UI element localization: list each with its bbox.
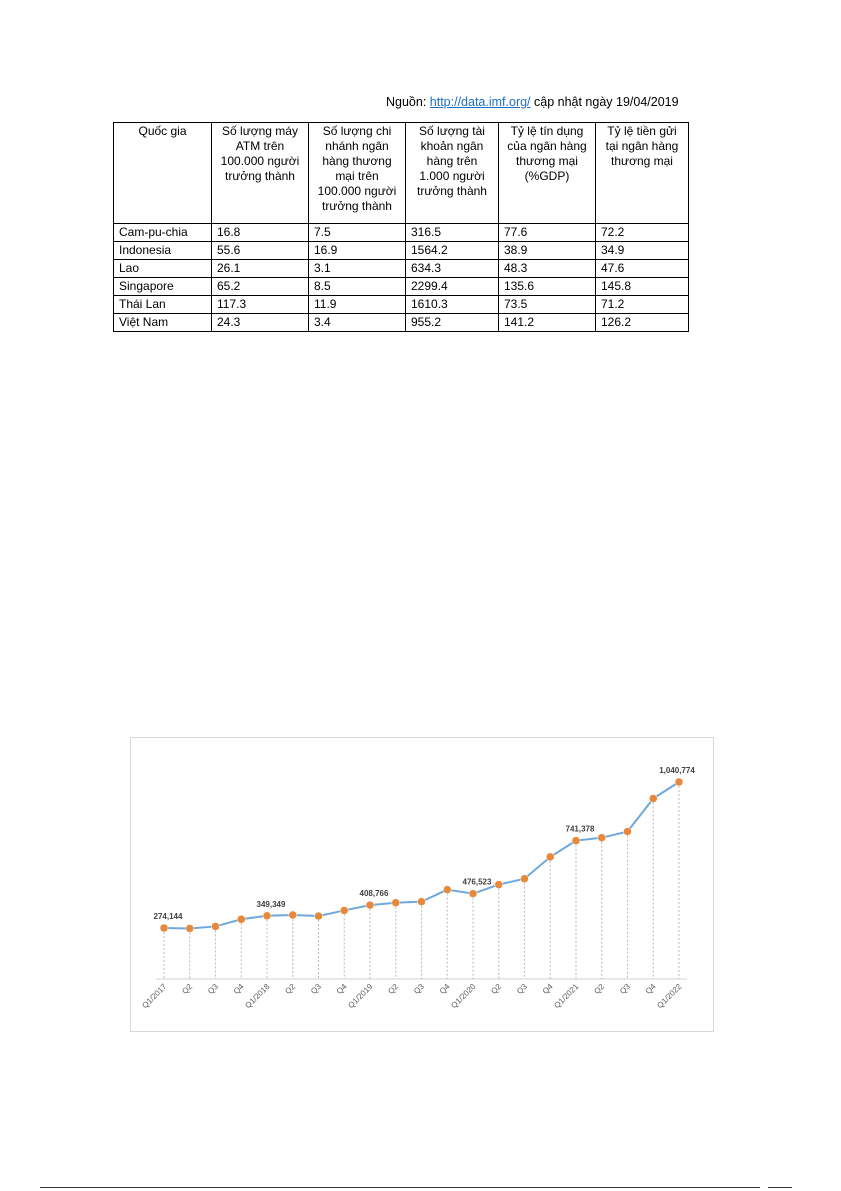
chart-svg [131,738,713,1031]
header-country: Quốc gia [114,123,212,224]
cell-accounts: 2299.4 [406,278,499,296]
cell-deposits: 71.2 [596,296,689,314]
cell-atm: 16.8 [212,224,309,242]
data-point [649,795,657,803]
cell-accounts: 316.5 [406,224,499,242]
data-point [366,901,374,909]
data-point [598,834,606,842]
cell-branches: 3.1 [309,260,406,278]
data-point [315,912,323,920]
cell-credit: 141.2 [499,314,596,332]
table-row [114,278,689,296]
source-prefix: Nguồn: [386,95,430,109]
cell-credit: 73.5 [499,296,596,314]
data-point [160,924,168,932]
data-point [289,911,297,919]
data-point [186,924,194,932]
data-point [418,898,426,906]
tick-label: Q2 [180,982,195,996]
tick-label: Q4 [643,982,658,996]
cell-accounts: 1564.2 [406,242,499,260]
data-point [340,906,348,914]
cell-atm: 65.2 [212,278,309,296]
table-row [114,224,689,242]
cell-branches: 7.5 [309,224,406,242]
tick-label: Q1/2017 [140,982,169,1011]
table-row [114,260,689,278]
cell-deposits: 34.9 [596,242,689,260]
cell-country: Thái Lan [114,296,212,314]
source-link[interactable]: http://data.imf.org/ [429,95,531,109]
cell-branches: 16.9 [309,242,406,260]
tick-label: Q3 [206,982,220,996]
tick-label: Q3 [515,982,529,996]
bank-stats-table [113,122,689,332]
cell-credit: 135.6 [499,278,596,296]
tick-label: Q4 [231,982,246,996]
data-label: 476,523 [462,877,492,887]
data-point [263,912,271,920]
cell-country: Singapore [114,278,212,296]
header-branches: Số lượng chi nhánh ngân hàng thương mại trên 100.000 người trưởng thành [309,123,406,224]
cell-atm: 55.6 [212,242,309,260]
table-row [114,296,689,314]
tick-label: Q4 [540,982,555,996]
data-point [624,828,632,836]
cell-deposits: 145.8 [596,278,689,296]
tick-label: Q1/2021 [552,982,581,1011]
tick-label: Q3 [309,982,323,996]
data-point [237,915,245,923]
cell-accounts: 955.2 [406,314,499,332]
table-row [114,314,689,332]
tick-label: Q1/2018 [243,982,272,1011]
tick-label: Q4 [334,982,349,996]
footer-mark [768,1187,792,1188]
cell-atm: 117.3 [212,296,309,314]
data-label: 274,144 [153,912,183,921]
cell-country: Lao [114,260,212,278]
tick-label: Q3 [412,982,426,996]
data-label: 741,378 [565,824,595,834]
cell-credit: 48.3 [499,260,596,278]
data-point [443,886,451,894]
tick-label: Q1/2019 [346,982,375,1011]
cell-branches: 3.4 [309,314,406,332]
line-chart [130,737,714,1032]
data-label: 349,349 [256,899,286,909]
header-atm: Số lượng máy ATM trên 100.000 người trưởng thành [212,123,309,224]
data-point [675,778,683,786]
cell-accounts: 1610.3 [406,296,499,314]
cell-country: Cam-pu-chia [114,224,212,242]
cell-credit: 38.9 [499,242,596,260]
data-point [572,837,580,845]
tick-label: Q1/2022 [655,982,684,1011]
source-note [386,95,679,109]
data-point [546,853,554,861]
cell-atm: 24.3 [212,314,309,332]
header-accounts: Số lượng tài khoản ngân hàng trên 1.000 người trưởng thành [406,123,499,224]
cell-country: Việt Nam [114,314,212,332]
cell-branches: 8.5 [309,278,406,296]
data-label: 408,766 [359,889,389,899]
tick-label: Q4 [437,982,452,996]
data-point [212,922,220,930]
tick-label: Q1/2020 [449,982,478,1011]
header-credit: Tỷ lệ tín dụng của ngân hàng thương mại (%GDP) [499,123,596,224]
data-point [521,875,529,883]
cell-accounts: 634.3 [406,260,499,278]
cell-atm: 26.1 [212,260,309,278]
data-point [495,881,503,889]
cell-credit: 77.6 [499,224,596,242]
cell-branches: 11.9 [309,296,406,314]
table-row [114,242,689,260]
tick-label: Q2 [489,982,504,996]
data-label: 1,040,774 [659,766,695,775]
tick-label: Q2 [592,982,607,996]
data-point [469,890,477,898]
cell-deposits: 72.2 [596,224,689,242]
cell-deposits: 126.2 [596,314,689,332]
table-header-row [114,123,689,224]
tick-label: Q2 [386,982,401,996]
footer-divider [40,1187,760,1188]
tick-label: Q3 [618,982,632,996]
cell-deposits: 47.6 [596,260,689,278]
tick-label: Q2 [283,982,298,996]
cell-country: Indonesia [114,242,212,260]
source-suffix: cập nhật ngày 19/04/2019 [530,95,679,109]
data-point [392,899,400,907]
header-deposits: Tỷ lệ tiền gửi tại ngân hàng thương mại [596,123,689,224]
